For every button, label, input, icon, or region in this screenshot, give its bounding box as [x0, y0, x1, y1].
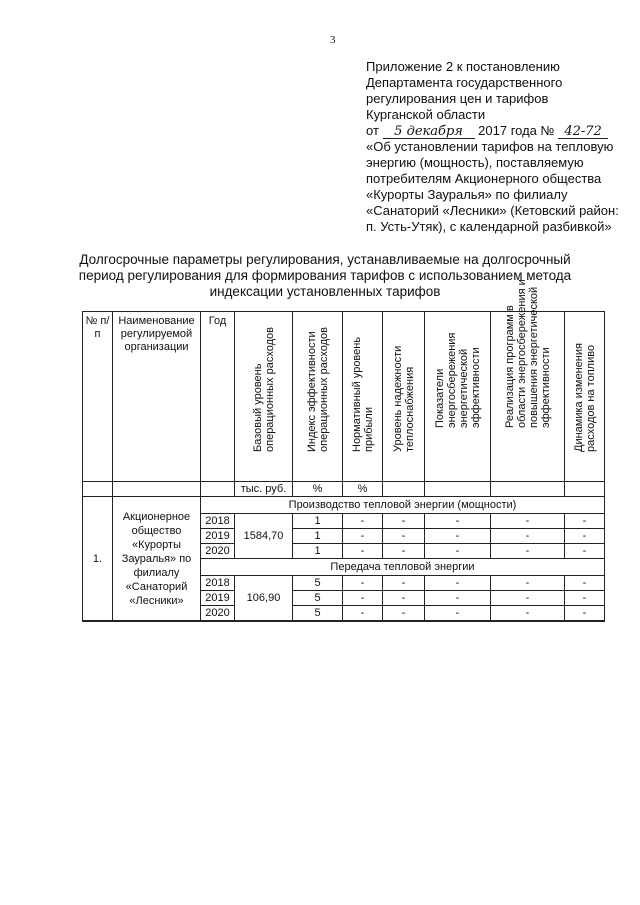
- header-profit-text: Нормативный уровень прибыли: [350, 336, 375, 452]
- year-cell: 2018: [201, 514, 235, 529]
- unit-index: %: [293, 482, 343, 497]
- handwritten-number: 42-72: [558, 125, 608, 139]
- programs-cell: -: [491, 606, 565, 622]
- fuel-cell: -: [565, 529, 605, 544]
- unit-empty: [565, 482, 605, 497]
- header-year: Год: [201, 312, 235, 482]
- appendix-header: [366, 59, 628, 235]
- profit-cell: -: [343, 514, 383, 529]
- fuel-cell: -: [565, 514, 605, 529]
- fuel-cell: -: [565, 606, 605, 622]
- section-title: Производство тепловой энергии (мощности): [201, 497, 605, 514]
- index-cell: 1: [293, 544, 343, 559]
- profit-cell: -: [343, 576, 383, 591]
- programs-cell: -: [491, 544, 565, 559]
- appendix-line: регулирования цен и тарифов: [366, 91, 549, 106]
- index-cell: 5: [293, 591, 343, 606]
- reliability-cell: -: [383, 576, 425, 591]
- header-num: № п/п: [83, 312, 113, 482]
- fuel-cell: -: [565, 591, 605, 606]
- index-cell: 1: [293, 514, 343, 529]
- reliability-cell: -: [383, 591, 425, 606]
- profit-cell: -: [343, 529, 383, 544]
- section-title: Передача тепловой энергии: [201, 559, 605, 576]
- year-cell: 2020: [201, 544, 235, 559]
- unit-empty: [113, 482, 201, 497]
- parameters-table: [82, 278, 605, 622]
- unit-empty: [201, 482, 235, 497]
- header-base-text: Базовый уровень операционных расходов: [251, 326, 276, 452]
- programs-cell: -: [491, 576, 565, 591]
- handwritten-date: 5 декабря: [383, 125, 475, 139]
- appendix-date-line: [366, 123, 628, 139]
- fuel-cell: -: [565, 544, 605, 559]
- unit-profit: %: [343, 482, 383, 497]
- table-header-row: [83, 312, 605, 482]
- base-value: 1584,70: [235, 514, 293, 559]
- header-index-text: Индекс эффективности операционных расходов: [305, 326, 330, 452]
- unit-base: тыс. руб.: [235, 482, 293, 497]
- date-prefix: от: [366, 123, 379, 138]
- unit-empty: [491, 482, 565, 497]
- page-number: 3: [330, 34, 336, 46]
- unit-empty: [425, 482, 491, 497]
- header-energy: [425, 312, 491, 482]
- date-year: 2017 года №: [478, 123, 555, 138]
- resolution-title: «Об установлении тарифов на тепловую энергию (мощность), поставляемую потребителям Акционерного общества «Курорты Зауралья» по филиалу «Санаторий «Лесники» (Кетовский район: п. Усть-Утяк), с календарной разбивкой»: [366, 139, 619, 234]
- header-energy-text: Показатели энергосбережения энергетической эффективности: [433, 332, 482, 428]
- organization-name: Акционерное общество «Курорты Зауралья» по филиалу «Санаторий «Лесники»: [113, 497, 201, 622]
- header-programs-text: Реализация программ в области энергосбережения и повышения энергетической эффективности: [503, 278, 552, 428]
- header-org: Наименование регулируемой организации: [113, 312, 201, 482]
- header-base: [235, 312, 293, 482]
- index-cell: 1: [293, 529, 343, 544]
- header-reliability: [383, 312, 425, 482]
- year-cell: 2020: [201, 606, 235, 622]
- profit-cell: -: [343, 606, 383, 622]
- profit-cell: -: [343, 591, 383, 606]
- header-programs: [491, 278, 565, 482]
- header-profit: [343, 312, 383, 482]
- programs-cell: -: [491, 514, 565, 529]
- document-title: Долгосрочные параметры регулирования, устанавливаемые на долгосрочный период регулирования для формирования тарифов с использованием метода индексации установленных тарифов: [78, 252, 572, 299]
- energy-cell: -: [425, 606, 491, 622]
- section-header-row: [83, 497, 605, 514]
- base-value: 106,90: [235, 576, 293, 622]
- programs-cell: -: [491, 529, 565, 544]
- appendix-line: Департамента государственного: [366, 75, 563, 90]
- profit-cell: -: [343, 544, 383, 559]
- header-reliability-text: Уровень надежности теплоснабжения: [391, 345, 416, 452]
- header-fuel: [565, 312, 605, 482]
- appendix-line: Приложение 2 к постановлению: [366, 59, 560, 74]
- reliability-cell: -: [383, 529, 425, 544]
- index-cell: 5: [293, 606, 343, 622]
- reliability-cell: -: [383, 514, 425, 529]
- energy-cell: -: [425, 529, 491, 544]
- year-cell: 2019: [201, 591, 235, 606]
- reliability-cell: -: [383, 606, 425, 622]
- energy-cell: -: [425, 514, 491, 529]
- year-cell: 2019: [201, 529, 235, 544]
- energy-cell: -: [425, 591, 491, 606]
- unit-empty: [83, 482, 113, 497]
- fuel-cell: -: [565, 576, 605, 591]
- unit-empty: [383, 482, 425, 497]
- energy-cell: -: [425, 544, 491, 559]
- header-index: [293, 312, 343, 482]
- reliability-cell: -: [383, 544, 425, 559]
- year-cell: 2018: [201, 576, 235, 591]
- programs-cell: -: [491, 591, 565, 606]
- row-number: 1.: [83, 497, 113, 622]
- energy-cell: -: [425, 576, 491, 591]
- appendix-line: Курганской области: [366, 107, 486, 122]
- table-units-row: [83, 482, 605, 497]
- header-fuel-text: Динамика изменения расходов на топливо: [572, 342, 597, 452]
- index-cell: 5: [293, 576, 343, 591]
